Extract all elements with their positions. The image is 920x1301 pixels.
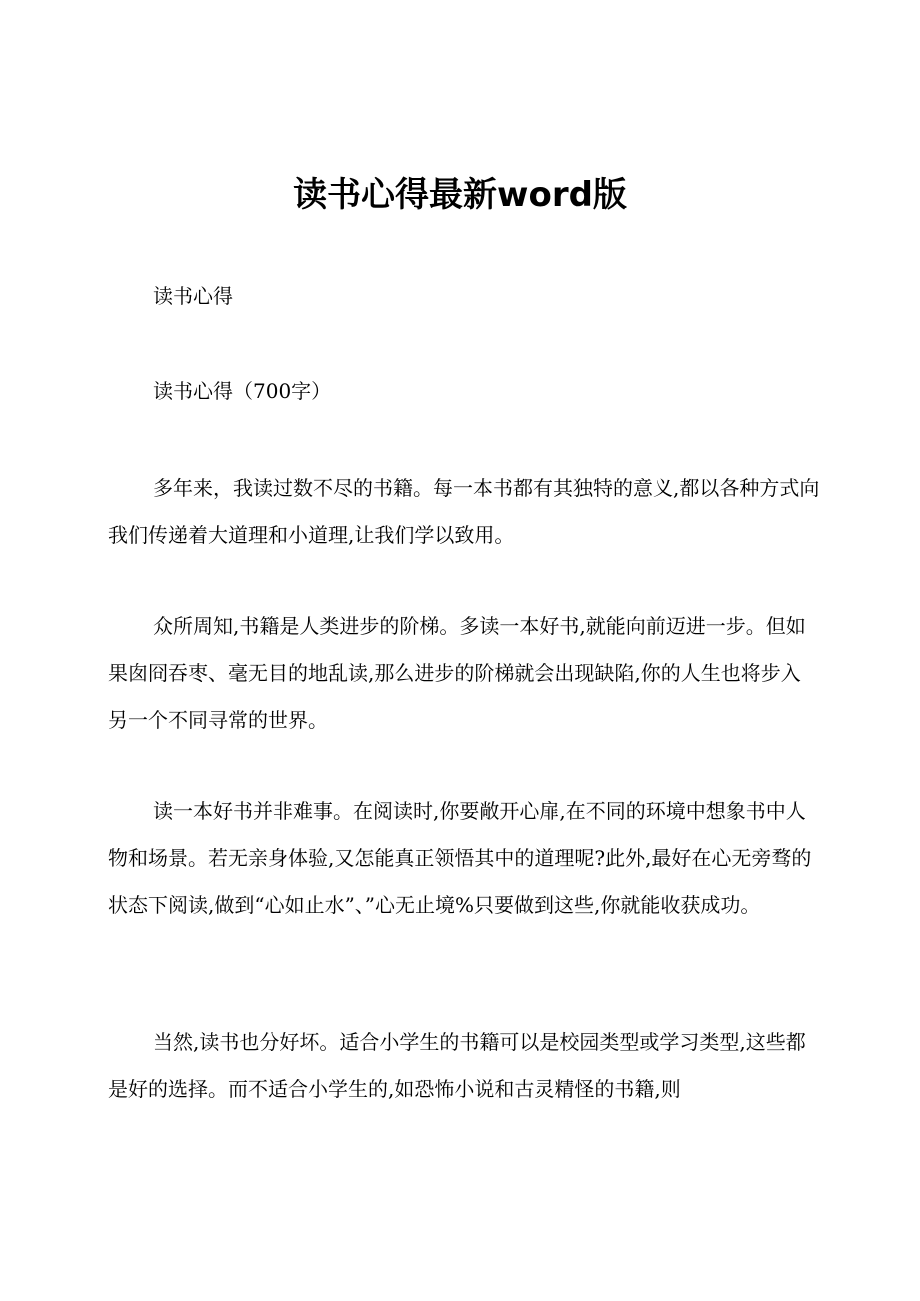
paragraph-2: 众所周知,书籍是人类进步的阶梯。多读一本好书,就能向前迈进一步。但如果囱冏吞枣、毫无目的地乱读,那么进步的阶梯就会出现缺陷,你的人生也将步入另一个不同寻常的世界。: [108, 614, 806, 732]
paragraph-3: 读一本好书并非难事。在阅读时,你要敞开心扉,在不同的环境中想象书中人物和场景。若无亲身体验,又怎能真正领悟其中的道理呢?此外,最好在心无旁骛的状态下阅读,做到“心如止水”、”心无止境%只要做到这些,你就能收获成功。: [108, 799, 812, 917]
document-title: 读书心得最新word版: [293, 175, 627, 215]
section-subheading: 读书心得（700字）: [153, 379, 332, 403]
section-heading: 读书心得: [153, 284, 233, 308]
paragraph-4: 当然,读书也分好坏。适合小学生的书籍可以是校园类型或学习类型,这些都是好的选择。而不适合小学生的,如恐怖小说和古灵精怪的书籍,则: [108, 1030, 806, 1101]
paragraph-1: 多年来，我读过数不尽的书籍。每一本书都有其独特的意义,都以各种方式向我们传递着大道理和小道理,让我们学以致用。: [108, 476, 820, 547]
